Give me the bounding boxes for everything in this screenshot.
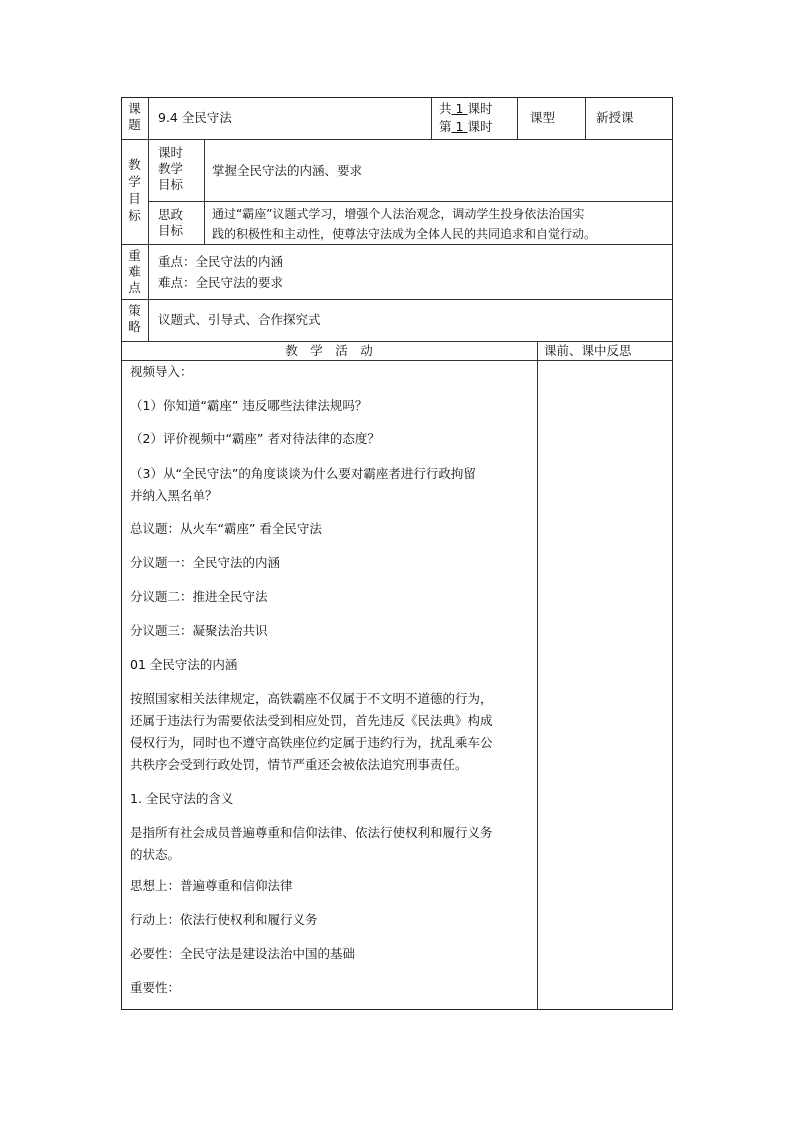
lesson-type-value: 新授课 [596, 110, 634, 125]
topic-label: 课 题 [128, 101, 141, 132]
lesson-goal-text: 掌握全民守法的内涵、要求 [212, 163, 363, 178]
lesson-topic: 9.4 全民守法 [158, 110, 232, 125]
lesson-goal-label: 课时 教学 目标 [158, 145, 184, 192]
civics-goal-label: 思政 目标 [158, 207, 184, 238]
row-divider [148, 201, 673, 202]
paragraph-line: 还属于违法行为需要依法受到相应处罚，首先违反《民法典》构成 [130, 713, 493, 728]
paragraph-line: 侵权行为，同时也不遵守高铁座位约定属于违约行为，扰乱乘车公 [130, 735, 493, 750]
main-topic: 总议题：从火车“霸座” 看全民守法 [130, 521, 322, 536]
key-points-label: 重 难 点 [128, 248, 141, 295]
column-divider [585, 97, 586, 139]
definition-title: 1. 全民守法的含义 [130, 791, 234, 806]
current-period: 第 1 课时 [439, 119, 493, 134]
sub-topic-3: 分议题三：凝聚法治共识 [130, 623, 268, 638]
column-divider [537, 341, 538, 1010]
column-divider [431, 97, 432, 139]
teaching-goals-label: 教 学 目 标 [128, 157, 141, 223]
question-1: （1）你知道“霸座” 违反哪些法律法规吗？ [130, 398, 368, 413]
row-divider [121, 244, 673, 245]
difficult-point-text: 难点：全民守法的要求 [158, 275, 284, 290]
sub-topic-1: 分议题一：全民守法的内涵 [130, 555, 281, 570]
question-3-line: 并纳入黑名单？ [130, 488, 218, 503]
thought-aspect: 思想上：普遍尊重和信仰法律 [130, 878, 293, 893]
definition-line: 的状态。 [130, 847, 181, 862]
paragraph-line: 共秩序会受到行政处罚，情节严重还会被依法追究刑事责任。 [130, 757, 468, 772]
lesson-type-label: 课型 [530, 110, 556, 125]
row-divider [121, 341, 673, 342]
civics-goal-line: 践的积极性和主动性，使尊法守法成为全体人民的共同追求和自觉行动。 [212, 227, 597, 241]
strategy-label: 策 略 [128, 303, 141, 334]
civics-goal-line: 通过“霸座”议题式学习，增强个人法治观念，调动学生投身依法治国实 [212, 207, 585, 221]
row-divider [121, 360, 673, 361]
reflection-header: 课前、课中反思 [544, 343, 632, 358]
column-divider [204, 139, 205, 244]
row-divider [121, 299, 673, 300]
column-divider [148, 97, 149, 341]
importance-text: 重要性： [130, 980, 181, 995]
video-intro: 视频导入： [130, 364, 193, 379]
activity-header: 教 学 活 动 [285, 343, 373, 358]
section-01-title: 01 全民守法的内涵 [130, 657, 238, 672]
necessity-text: 必要性：全民守法是建设法治中国的基础 [130, 946, 356, 961]
paragraph-line: 按照国家相关法律规定，高铁霸座不仅属于不文明不道德的行为， [130, 691, 493, 706]
action-aspect: 行动上：依法行使权利和履行义务 [130, 912, 318, 927]
column-divider [517, 97, 518, 139]
question-3-line: （3）从“全民守法”的角度谈谈为什么要对霸座者进行行政拘留 [130, 466, 476, 481]
sub-topic-2: 分议题二：推进全民守法 [130, 589, 268, 604]
definition-line: 是指所有社会成员普遍尊重和信仰法律、依法行使权利和履行义务 [130, 825, 493, 840]
key-point-text: 重点：全民守法的内涵 [158, 254, 284, 269]
strategy-text: 议题式、引导式、合作探究式 [158, 312, 321, 327]
total-periods: 共 1 课时 [439, 101, 493, 116]
question-2: （2）评价视频中“霸座” 者对待法律的态度？ [130, 431, 380, 446]
